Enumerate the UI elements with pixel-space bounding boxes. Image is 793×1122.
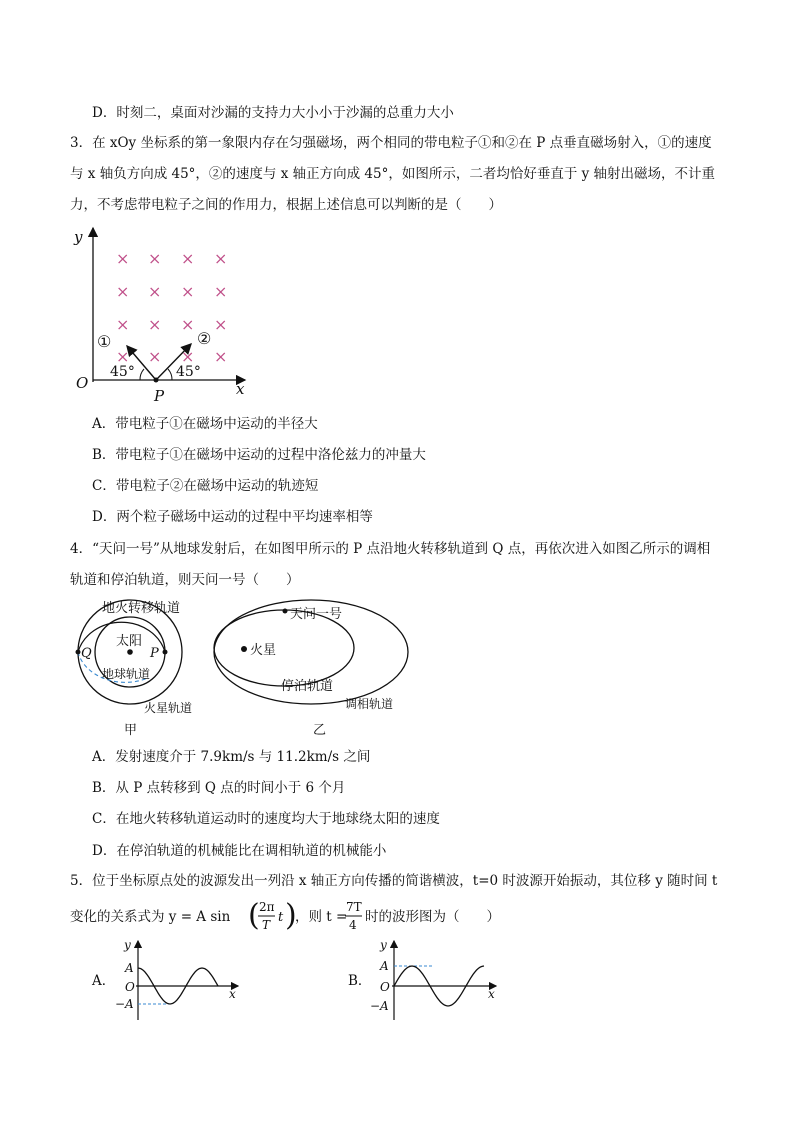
frac1-numerator: 2π: [259, 900, 275, 914]
angle-arc-2: [168, 369, 172, 380]
field-cross: ×: [148, 315, 162, 334]
q4-option-a: A．发射速度介于 7.9km/s 与 11.2km/s 之间: [92, 749, 371, 765]
q4-option-d: D．在停泊轨道的机械能比在调相轨道的机械能小: [92, 843, 387, 859]
mars-label: 火星: [250, 643, 277, 658]
angle-1-label: 45°: [110, 364, 135, 380]
wave-a-x-label: x: [229, 987, 236, 1001]
q5-stem-line-2: 变化的关系式为 y = A sin: [70, 909, 231, 925]
q4-option-c: C．在地火转移轨道运动时的速度均大于地球绕太阳的速度: [92, 811, 440, 827]
sun-dot: [127, 649, 133, 655]
field-cross: ×: [181, 315, 195, 334]
q3-option-d: D．两个粒子磁场中运动的过程中平均速率相等: [92, 509, 373, 525]
q4-figure-yi: [212, 598, 417, 740]
formula-left-paren: (: [248, 898, 260, 933]
y-axis-label: y: [74, 228, 83, 246]
q5-option-b-wave: [364, 936, 500, 1022]
q5-option-b-label: B．: [348, 973, 372, 989]
field-cross: ×: [181, 347, 195, 366]
q4-option-b: B．从 P 点转移到 Q 点的时间小于 6 个月: [92, 780, 346, 796]
field-cross: ×: [148, 282, 162, 301]
angle-2-label: 45°: [176, 364, 201, 380]
q3-option-c: C．带电粒子②在磁场中运动的轨迹短: [92, 478, 319, 494]
wave-a-y-label: y: [124, 938, 131, 952]
frac1-denominator: T: [262, 918, 271, 932]
transfer-orbit-label: 地火转移轨道: [102, 601, 181, 616]
q3-magnetic-field-figure: [70, 220, 260, 410]
field-cross: ×: [116, 249, 130, 268]
origin-label: O: [76, 374, 89, 392]
formula-then: ，则 t =: [295, 909, 348, 925]
particle-2-label: ②: [197, 329, 212, 348]
field-cross: ×: [214, 315, 228, 334]
field-cross: ×: [214, 282, 228, 301]
wave-a-neg-amp-label: −A: [115, 997, 134, 1011]
q5-option-a-wave: [112, 936, 242, 1022]
wave-a-origin-label: O: [125, 980, 135, 994]
formula-right-paren: ): [285, 898, 297, 933]
point-p-label: P: [154, 387, 165, 405]
q3-stem-line-2: 与 x 轴负方向成 45°，②的速度与 x 轴正方向成 45°，如图所示，二者均恰好垂直于 y 轴射出磁场，不计重: [70, 166, 716, 182]
wave-a-amp-label: A: [125, 961, 134, 975]
wave-b-y-label: y: [380, 938, 387, 952]
point-q-dot: [76, 650, 81, 655]
mars-dot: [241, 646, 247, 652]
q3-stem-line-1: 3．在 xOy 坐标系的第一象限内存在匀强磁场，两个相同的带电粒子①和②在 P 点垂直磁场射入，①的速度: [70, 135, 712, 151]
q2-option-d: D．时刻二，桌面对沙漏的支持力大小小于沙漏的总重力大小: [92, 105, 454, 121]
mars-orbit-label: 火星轨道: [144, 701, 193, 715]
figure-yi-caption: 乙: [313, 723, 327, 738]
q5-stem-line-1: 5．位于坐标原点处的波源发出一列沿 x 轴正方向传播的简谐横波，t=0 时波源开始振动，其位移 y 随时间 t: [70, 873, 718, 889]
field-cross: ×: [181, 282, 195, 301]
angle-arc-1: [140, 369, 144, 380]
q4-figure-jia: [68, 598, 208, 740]
magnetic-field-crosses: [116, 249, 227, 366]
earth-orbit-label: 地球轨道: [102, 667, 151, 681]
formula-tail: 时的波形图为（ ）: [365, 909, 500, 925]
q-label: Q: [81, 646, 92, 661]
wave-b-origin-label: O: [380, 980, 390, 994]
field-cross: ×: [214, 347, 228, 366]
q5-option-a-label: A．: [92, 973, 116, 989]
field-cross: ×: [116, 347, 130, 366]
sun-label: 太阳: [116, 634, 143, 649]
phasing-orbit-label: 调相轨道: [345, 697, 394, 711]
field-cross: ×: [181, 249, 195, 268]
point-p: [154, 378, 159, 383]
field-cross: ×: [148, 347, 162, 366]
frac2-numerator: 7T: [346, 900, 362, 914]
x-axis-label: x: [236, 380, 245, 398]
field-cross: ×: [214, 249, 228, 268]
q4-stem-line-2: 轨道和停泊轨道，则天问一号（ ）: [70, 572, 300, 588]
q3-option-a: A．带电粒子①在磁场中运动的半径大: [92, 416, 318, 432]
frac2-denominator: 4: [349, 918, 357, 932]
field-cross: ×: [148, 249, 162, 268]
p-label: P: [150, 646, 159, 661]
q3-stem-line-3: 力，不考虑带电粒子之间的作用力，根据上述信息可以判断的是（ ）: [70, 197, 502, 213]
figure-jia-caption: 甲: [124, 723, 138, 738]
field-cross: ×: [116, 282, 130, 301]
point-p-dot: [163, 650, 168, 655]
frac1-variable: t: [278, 910, 284, 925]
probe-dot: [283, 609, 288, 614]
q3-option-b: B．带电粒子①在磁场中运动的过程中洛伦兹力的冲量大: [92, 447, 426, 463]
wave-b-neg-amp-label: −A: [370, 999, 389, 1013]
wave-b-x-label: x: [488, 987, 495, 1001]
q4-stem-line-1: 4．“天问一号”从地球发射后，在如图甲所示的 P 点沿地火转移轨道到 Q 点，再依次进入如图乙所示的调相: [70, 541, 711, 557]
field-cross: ×: [116, 315, 130, 334]
q5-formula: [248, 896, 578, 938]
probe-label: 天问一号: [290, 607, 343, 622]
parking-orbit-label: 停泊轨道: [281, 679, 334, 694]
particle-1-label: ①: [97, 332, 112, 351]
wave-b-amp-label: A: [380, 959, 389, 973]
